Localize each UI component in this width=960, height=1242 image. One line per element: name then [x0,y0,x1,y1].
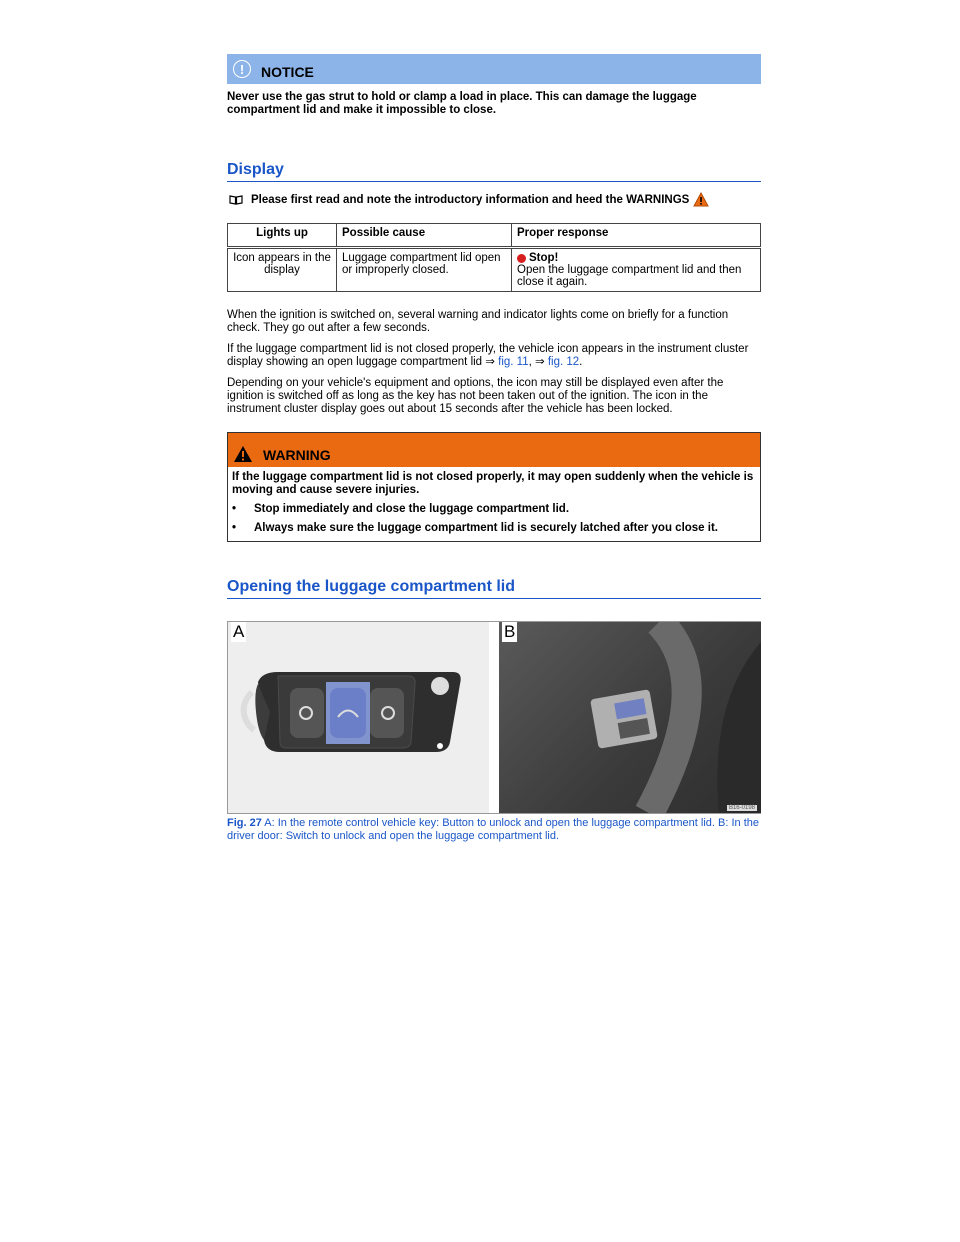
list-item [232,503,756,516]
caption-label: Fig. 27 [227,817,262,829]
stop-icon [517,254,526,263]
notice-title: NOTICE [261,64,314,80]
warning-body [228,467,760,541]
warning-triangle-icon[interactable] [693,192,709,207]
table-header: Lights up [228,224,337,248]
intro-line [227,192,761,207]
car-key-illustration [228,622,489,813]
figure-27 [227,621,761,814]
table-header: Possible cause [337,224,512,248]
book-icon [229,195,243,205]
table-cell-lights-up: Icon appears in the display [228,248,337,292]
warning-triangle-icon [233,445,253,463]
notice-header [227,54,761,84]
exclamation-circle-icon: ! [233,60,251,78]
section-title-display: Display [227,161,761,182]
stop-title: Stop! [529,252,559,264]
figure-caption [227,817,761,842]
figure-code: B16-0198 [728,805,755,811]
table-cell-response [512,248,761,292]
fig-12-link[interactable]: fig. 12 [547,356,580,368]
bullet-text: Stop immediately and close the luggage compartment lid. [254,503,570,515]
warning-header [228,433,760,467]
bullet-dot: • [232,522,237,534]
table-cell-cause: Luggage compartment lid open or improperly closed. [337,248,512,292]
warning-box [227,432,761,542]
warning-title: WARNING [263,447,331,463]
paragraph-2 [227,343,761,369]
list-item [232,522,756,535]
caption-text: A: In the remote control vehicle key: Button to unlock and open the luggage compartment lid. B: In the driver door: Switch to unlock and open the luggage compartment lid. [227,817,759,842]
table-row [228,248,761,292]
fig-11-link[interactable]: fig. 11 [498,356,529,368]
table-header: Proper response [512,224,761,248]
bullet-dot: • [232,503,237,515]
intro-text: Please first read and note the introductory information and heed the WARNINGS [251,193,690,206]
table-header-row [228,224,761,248]
figure-panel-b [499,622,761,813]
section-title-opening: Opening the luggage compartment lid [227,578,761,599]
paragraph-2-end: . [579,356,583,368]
warning-text: If the luggage compartment lid is not closed properly, it may open suddenly when the vehicle is moving and cause severe injuries. [232,471,754,496]
notice-box [227,54,761,117]
paragraph-1: When the ignition is switched on, several warning and indicator lights come on briefly for a function check. They go out after a few seconds. [227,309,729,334]
bullet-text: Always make sure the luggage compartment lid is securely latched after you close it. [254,522,718,534]
paragraph-3: Depending on your vehicle's equipment and options, the icon may still be displayed even after the ignition is switched off as long as the key has not been taken out of the ignition. The icon in the instrument cluster display goes out about 15 seconds after the vehicle has been locked. [227,377,724,415]
door-switch-illustration [499,622,761,813]
page [227,54,761,842]
panel-label-b: B [504,622,516,641]
stop-line [517,252,755,264]
panel-label-a: A [233,622,245,641]
display-table [227,223,761,292]
notice-text: Never use the gas strut to hold or clamp a load in place. This can damage the luggage compartment lid and make it impossible to close. [227,91,697,116]
response-text: Open the luggage compartment lid and then close it again. [517,264,742,288]
figure-panel-a [228,622,489,813]
paragraph-2-text: If the luggage compartment lid is not closed properly, the vehicle icon appears in the instrument cluster display showing an open luggage compartment lid ⇒ [227,343,749,368]
link-separator: , ⇒ [528,356,545,368]
